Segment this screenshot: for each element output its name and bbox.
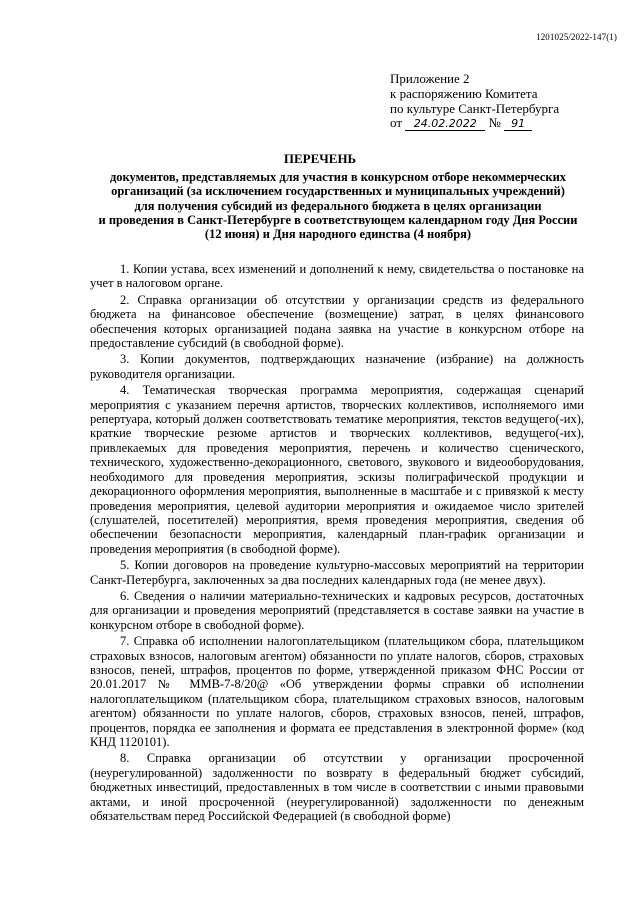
from-label: от	[390, 115, 403, 131]
subtitle-line: (12 июня) и Дня народного единства (4 ноября)	[204, 227, 472, 242]
list-item: 1. Копии устава, всех изменений и дополнений к нему, свидетельства о постановке на учет в налоговом органе.	[90, 262, 584, 291]
subtitle-line: документов, представляемых для участия в конкурсном отборе некоммерческих	[109, 170, 567, 184]
appendix-date-line	[390, 116, 630, 131]
list-item: 2. Справка организации об отсутствии у организации средств из федерального бюджета на финансовое обеспечение (возмещение) затрат, в целях финансового обеспечения которых организацией подана заявка на участие в конкурсном отборе на предоставление субсидий (в свободной форме).	[90, 292, 584, 351]
list-item: 8. Справка организации об отсутствии у организации просроченной (неурегулированной) задолженности по возврату в федеральный бюджет субсидий, бюджетных инвестиций, предоставленных в том числе в соответствии с иными правовыми актами, и иной просроченной (неурегулированной) задолженности по денежным обязательствам перед Российской Федерацией (в свободной форме)	[90, 751, 584, 824]
number-label: №	[488, 115, 501, 131]
list-item: 5. Копии договоров на проведение культурно-массовых мероприятий на территории Санкт-Петербурга, заключенных за два последних календарных года (не менее двух).	[90, 558, 584, 587]
subtitle-line: и проведения в Санкт-Петербурге в соответствующем календарном году Дня России	[98, 212, 578, 227]
handwritten-date: 24.02.2022	[405, 118, 485, 131]
document-subtitle	[78, 170, 598, 241]
list-item: 6. Сведения о наличии материально-технических и кадровых ресурсов, достаточных для организации и проведения мероприятий (представляется в составе заявки на участие в конкурсном отборе в свободной форме).	[90, 588, 584, 632]
appendix-line-1: Приложение 2	[390, 71, 470, 86]
document-title: ПЕРЕЧЕНЬ	[283, 151, 357, 166]
subtitle-line: для получения субсидий из федерального бюджета в целях организации	[134, 198, 542, 213]
document-list	[90, 262, 584, 825]
list-item: 3. Копии документов, подтверждающих назначение (избрание) на должность руководителя организации.	[90, 352, 584, 381]
appendix-line-2: к распоряжению Комитета	[390, 85, 538, 101]
appendix-line-3: по культуре Санкт-Петербурга	[390, 100, 560, 116]
document-number: 1201025/2022-147(1)	[536, 32, 617, 42]
handwritten-number: 91	[504, 118, 532, 131]
subtitle-line: организаций (за исключением государственных и муниципальных учреждений)	[111, 184, 565, 199]
appendix-block	[390, 72, 630, 131]
list-item: 7. Справка об исполнении налогоплательщиком (плательщиком сбора, плательщиком страховых взносов, налоговым агентом) обязанности по уплате налогов, сборов, страховых взносов, пеней, штрафов, процентов по форме, утвержденной приказом ФНС России от 20.01.2017 № ММВ-7-8/20@ «Об утверждении формы справки об исполнении налогоплательщиком (плательщиком сбора, плательщиком страховых взносов, налоговым агентом) обязанности по уплате налогов, сборов, страховых взносов, пеней, штрафов, процентов, порядка ее заполнения и формата ее представления в электронной форме» (код КНД 1120101).	[90, 634, 584, 749]
list-item: 4. Тематическая творческая программа мероприятия, содержащая сценарий мероприятия с указанием перечня артистов, творческих коллективов, исполняемого ими репертуара, который должен соответствовать тематике мероприятия, текстов ведущего(-их), краткие творческие резюме артистов и творческих коллективов, ведущего(-их), привлекаемых для проведения мероприятия, перечень и количество сценического, технического, художественно-декорационного, светового, звукового и видеооборудования, необходимого для проведения мероприятия, эскизы полиграфической продукции и декорационного оформления мероприятия, выполненные в масштабе и с привязкой к месту проведения мероприятия, целевой аудитории мероприятия и ожидаемое число зрителей (слушателей, посетителей) мероприятия, время проведения мероприятия, сведения об обеспечении безопасности мероприятия, календарный план-график организации и проведения мероприятия (в свободной форме).	[90, 383, 584, 556]
